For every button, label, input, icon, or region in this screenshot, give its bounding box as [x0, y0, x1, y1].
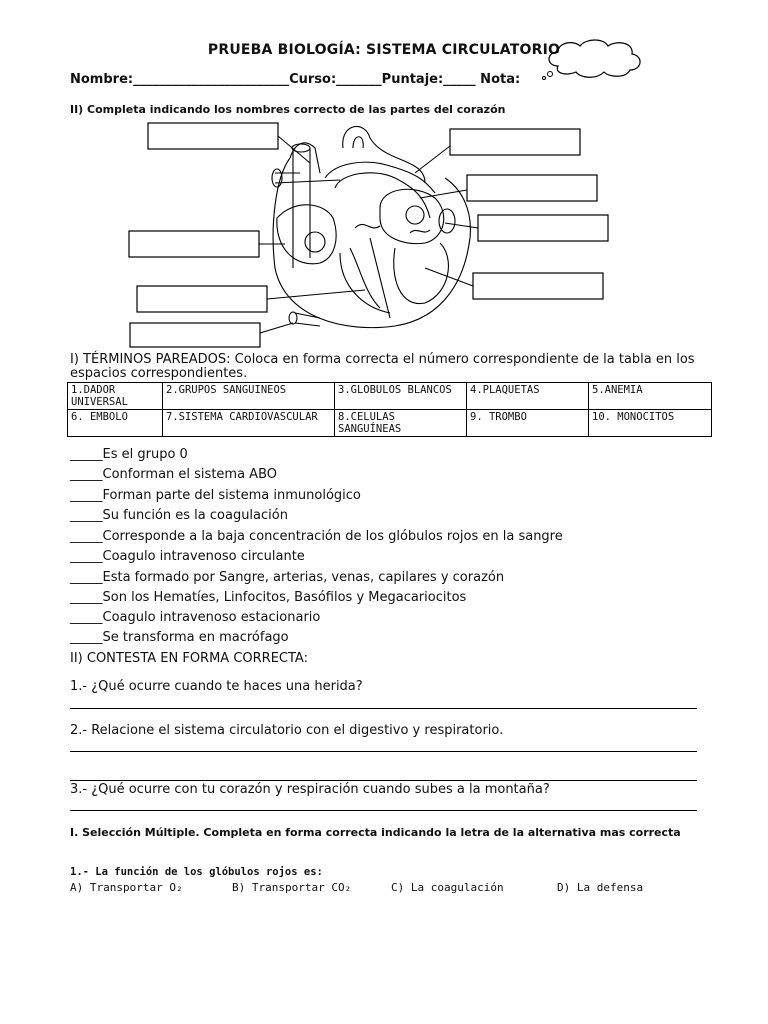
page-title: PRUEBA BIOLOGÍA: SISTEMA CIRCULATORIO	[207, 42, 561, 58]
label-box	[450, 129, 580, 155]
matching-item: _____Coagulo intravenoso estacionario	[70, 610, 321, 625]
mc-option-a[interactable]: A) Transportar O₂	[70, 881, 183, 894]
table-row	[68, 383, 712, 410]
table-cell: 10. MONOCITOS	[589, 410, 712, 437]
matching-item: _____Su función es la coagulación	[70, 508, 288, 523]
question-3: 3.- ¿Qué ocurre con tu corazón y respiración cuando subes a la montaña?	[70, 782, 550, 797]
table-cell: 8.CELULAS SANGUÍNEAS	[335, 410, 467, 437]
label-box	[129, 231, 259, 257]
grade-cloud-icon	[540, 36, 650, 81]
terms-table	[67, 382, 712, 437]
table-cell: 4.PLAQUETAS	[467, 383, 589, 410]
matching-item: _____Coagulo intravenoso circulante	[70, 549, 305, 564]
matching-item: _____Corresponde a la baja concentración de los glóbulos rojos en la sangre	[70, 529, 563, 544]
question-1: 1.- ¿Qué ocurre cuando te haces una herida?	[70, 679, 363, 694]
matching-item: _____Esta formado por Sangre, arterias, venas, capilares y corazón	[70, 570, 505, 585]
label-box	[467, 175, 597, 201]
answer-line[interactable]	[70, 751, 697, 752]
table-cell: 7.SISTEMA CARDIOVASCULAR	[163, 410, 335, 437]
table-cell: 9. TROMBO	[467, 410, 589, 437]
terms-intro: I) TÉRMINOS PAREADOS: Coloca en forma correcta el número correspondiente de la tabla en los espacios correspondientes.	[70, 352, 695, 381]
matching-item: _____Forman parte del sistema inmunológico	[70, 488, 361, 503]
mc-option-c[interactable]: C) La coagulación	[391, 881, 504, 894]
label-box	[473, 273, 603, 299]
heart-diagram	[125, 118, 615, 348]
label-box	[478, 215, 608, 241]
label-box	[148, 123, 278, 149]
table-cell: 1.DADOR UNIVERSAL	[68, 383, 163, 410]
matching-item: _____Son los Hematíes, Linfocitos, Basófilos y Megacariocitos	[70, 590, 467, 605]
question-2: 2.- Relacione el sistema circulatorio con el digestivo y respiratorio.	[70, 723, 504, 738]
multiple-choice-title: I. Selección Múltiple. Completa en forma correcta indicando la letra de la alternativa mas correcta	[70, 826, 681, 839]
label-box	[130, 323, 260, 347]
student-info-line: Nombre:________________________Curso:_______Puntaje:_____ Nota:	[70, 72, 521, 87]
heart-section-title: II) Completa indicando los nombres correcto de las partes del corazón	[70, 103, 506, 116]
mc-question-1: 1.- La función de los glóbulos rojos es:	[70, 866, 323, 878]
answer-line[interactable]	[70, 708, 697, 709]
table-row	[68, 410, 712, 437]
label-box	[137, 286, 267, 312]
matching-item: _____Conforman el sistema ABO	[70, 467, 277, 482]
matching-item: _____Es el grupo 0	[70, 447, 188, 462]
answer-section-title: II) CONTESTA EN FORMA CORRECTA:	[70, 651, 308, 666]
mc-option-d[interactable]: D) La defensa	[557, 881, 644, 894]
matching-item: _____Se transforma en macrófago	[70, 630, 289, 645]
mc-option-b[interactable]: B) Transportar CO₂	[232, 881, 352, 894]
answer-line[interactable]	[70, 780, 697, 781]
table-cell: 2.GRUPOS SANGUINEOS	[163, 383, 335, 410]
table-cell: 5.ANEMIA	[589, 383, 712, 410]
answer-line[interactable]	[70, 810, 697, 811]
table-cell: 3.GLOBULOS BLANCOS	[335, 383, 467, 410]
table-cell: 6. EMBOLO	[68, 410, 163, 437]
